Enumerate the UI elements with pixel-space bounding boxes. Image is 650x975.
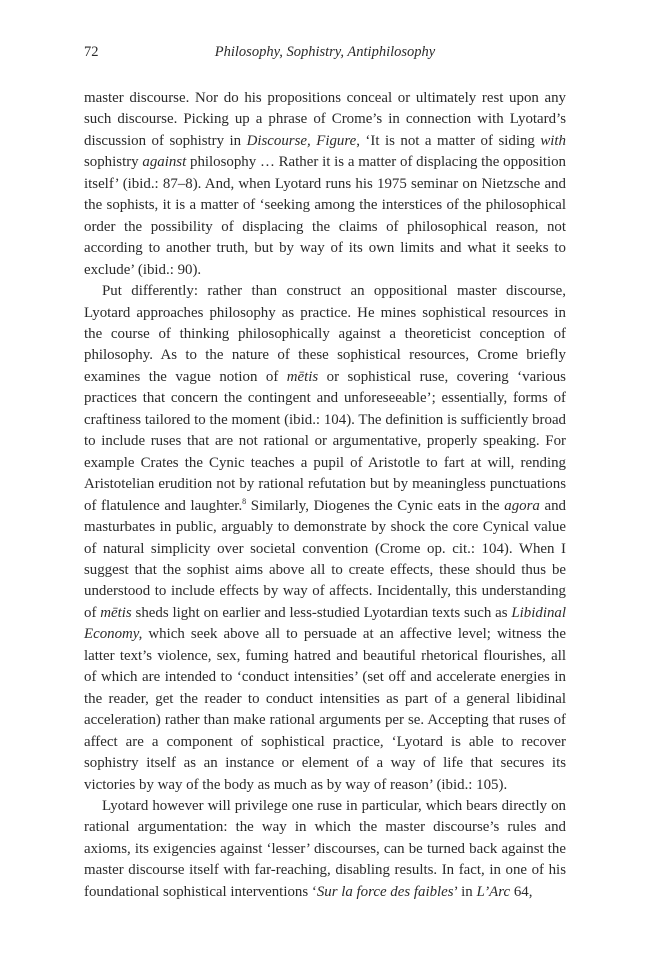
footnote-marker: 8 [242,496,247,506]
text-run: 64, [510,883,533,900]
text-run: or sophistical ruse, covering ‘various practices that concern the contingent and unforeseeable’; essentially, forms of craftiness tailored to the moment (ibid.: 104). The definition is sufficiently broad to include ruses that are not rational or argumentative, properly speaking. For example Crates the Cynic teaches a pupil of Aristotle to fart at will, rending Aristotelian erudition not by rational refutation but by meaningless punctuations of flatulence and laughter. [84,368,566,514]
text-run: Put differently: rather than construct an oppositional master discourse, Lyotard approaches philosophy as practice. He mines sophistical resources in the course of thinking philosophically against a theoreticist conception of philosophy. As to the nature of these sophistical resources, Crome briefly examines the vague notion of [84,283,566,385]
text-run: sheds light on earlier and less-studied Lyotardian texts such as [131,604,512,621]
text-run: , ‘It is not a matter of siding [356,132,541,149]
text-run: philosophy … Rather it is a matter of displacing the opposition itself’ (ibid.: 87–8). And, when Lyotard runs his 1975 seminar on Nietzsche and the sophists, it is a matter of ‘seeking among the interstices of the philosophical order the possibility of displacing the claims of philosophical reason, not according to another truth, but by way of its own limits and what it seeks to exclude’ (ibid.: 90). [84,154,566,278]
paragraph-2 [84,281,566,796]
running-title: Philosophy, Sophistry, Antiphilosophy [214,44,436,60]
italic-text: with [540,132,566,149]
body-text [84,88,566,903]
text-run: sophistry [84,154,143,171]
italic-text: Libidinal Economy, [84,604,566,643]
italic-text: Discourse, Figure [246,132,357,149]
text-run: ’ in [453,883,477,900]
text-run: Lyotard however will privilege one ruse in particular, which bears directly on rational argumentation: the way in which the master discourse’s rules and axioms, its exigencies against ‘lesser’ discourses, can be turned back against the master discourse itself with far-reaching, disabling results. In fact, in one of his foundational sophistical interventions ‘ [84,797,566,900]
italic-text: mētis [286,368,319,385]
italic-text: Sur la force des faibles [316,883,454,900]
text-run: master discourse. Nor do his propositions conceal or ultimately rest upon any such discourse. Picking up a phrase of Crome’s in connection with Lyotard’s discussion of sophistry in [84,90,566,149]
running-head [84,44,566,66]
text-run: which seek above all to persuade at an affective level; witness the latter text’s violence, sex, fuming hatred and beautiful rhetorical flourishes, all of which are intended to ‘conduct intensities’ (set off and accelerate energies in the reader, get the reader to conduct intensities as part of a general libidinal acceleration) rather than make rational arguments per se. Accepting that ruses of affect are a component of sophistical practice, ‘Lyotard is able to recover sophistry itself as an instance or element of a way of life that secures its victories by way of the body as much as by way of reason’ (ibid.: 105). [84,626,566,793]
italic-text: agora [504,497,540,514]
italic-text: against [142,154,187,171]
page-number: 72 [84,44,99,60]
italic-text: L’Arc [476,883,511,900]
text-run: Similarly, Diogenes the Cynic eats in the [246,497,505,514]
paragraph-1 [84,88,566,281]
italic-text: mētis [100,604,132,621]
text-run: and masturbates in public, arguably to demonstrate by shock the core Cynical value of natural simplicity over societal convention (Crome op. cit.: 104). When I suggest that the sophist aims above all to create effects, these should thus be understood to include effects by way of affects. Incidentally, this understanding of [84,497,566,621]
paragraph-3 [84,796,566,903]
